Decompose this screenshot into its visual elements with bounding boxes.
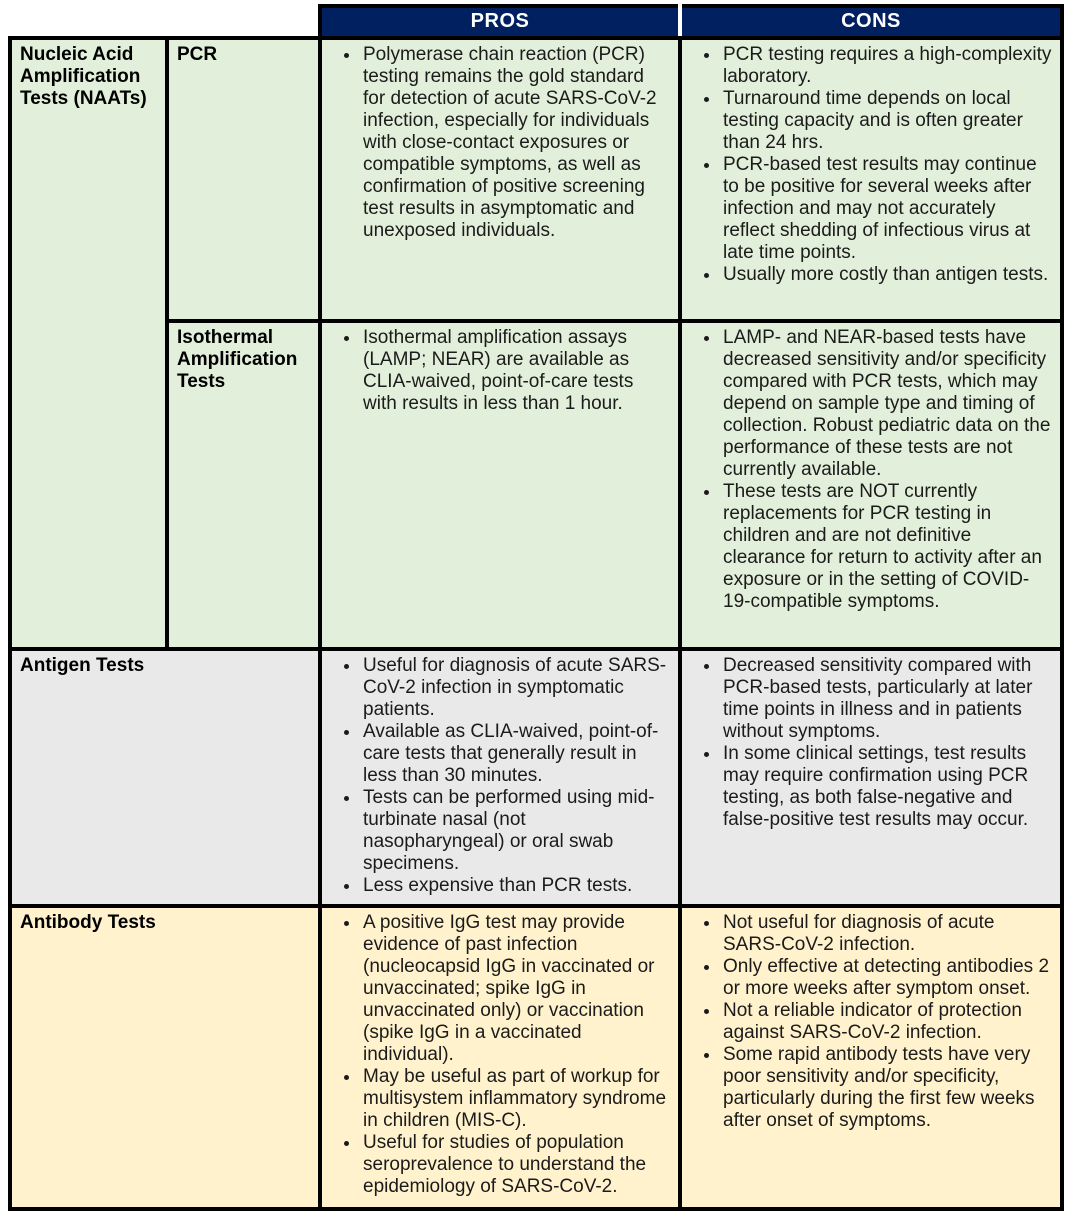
table-row (10, 321, 1062, 649)
pros-list (330, 327, 670, 415)
cons-list (690, 327, 1052, 613)
bullet-item: • PCR-based test results may continue to be positive for several weeks after infection and may not accurately reflect shedding of infectious virus at late time points. (721, 154, 1052, 264)
covid-test-comparison-table (8, 4, 1064, 1211)
pros-cell-isothermal (320, 321, 680, 649)
bullet-item: • LAMP- and NEAR-based tests have decreased sensitivity and/or specificity compared with PCR tests, which may depend on sample type and timing of collection. Robust pediatric data on the performance of these tests are not currently available. (721, 327, 1052, 481)
pros-cell-antigen (320, 649, 680, 906)
bullet-item: • Decreased sensitivity compared with PCR-based tests, particularly at later time points in illness and in patients without symptoms. (721, 655, 1052, 743)
bullet-item: • These tests are NOT currently replacements for PCR testing in children and are not definitive clearance for return to activity after an exposure or in the setting of COVID-19-compatible symptoms. (721, 481, 1052, 613)
bullet-item: • Some rapid antibody tests have very poor sensitivity and/or specificity, particularly during the first few weeks after onset of symptoms. (721, 1044, 1052, 1132)
pros-cell-pcr (320, 38, 680, 321)
category-cell-antigen: Antigen Tests (10, 649, 320, 906)
bullet-item: • Not a reliable indicator of protection against SARS-CoV-2 infection. (721, 1000, 1052, 1044)
cons-cell-antigen (680, 649, 1062, 906)
subcategory-cell-isothermal: Isothermal Amplification Tests (167, 321, 320, 649)
cons-list (690, 912, 1052, 1132)
category-cell-naats: Nucleic Acid Amplification Tests (NAATs) (10, 38, 167, 649)
pros-list (330, 912, 670, 1198)
cons-cell-pcr (680, 38, 1062, 321)
cons-column-header: CONS (680, 6, 1062, 38)
bullet-item: • Isothermal amplification assays (LAMP; NEAR) are available as CLIA-waived, point-of-care tests with results in less than 1 hour. (361, 327, 670, 415)
bullet-item: • Turnaround time depends on local testing capacity and is often greater than 24 hrs. (721, 88, 1052, 154)
pros-cell-antibody (320, 906, 680, 1209)
cons-cell-isothermal (680, 321, 1062, 649)
bullet-item: • Not useful for diagnosis of acute SARS-CoV-2 infection. (721, 912, 1052, 956)
subcategory-cell-pcr: PCR (167, 38, 320, 321)
bullet-item: • A positive IgG test may provide evidence of past infection (nucleocapsid IgG in vaccinated or unvaccinated; spike IgG in unvaccinated only) or vaccination (spike IgG in a vaccinated individual). (361, 912, 670, 1066)
cons-list (690, 44, 1052, 286)
table-row (10, 906, 1062, 1209)
cons-list (690, 655, 1052, 831)
header-row (10, 6, 1062, 38)
bullet-item: • In some clinical settings, test results may require confirmation using PCR testing, as both false-negative and false-positive test results may occur. (721, 743, 1052, 831)
bullet-item: • Available as CLIA-waived, point-of-care tests that generally result in less than 30 minutes. (361, 721, 670, 787)
bullet-item: • Polymerase chain reaction (PCR) testing remains the gold standard for detection of acute SARS-CoV-2 infection, especially for individuals with close-contact exposures or compatible symptoms, as well as confirmation of positive screening test results in asymptomatic and unexposed individuals. (361, 44, 670, 242)
category-cell-antibody: Antibody Tests (10, 906, 320, 1209)
bullet-item: • Less expensive than PCR tests. (361, 875, 670, 897)
pros-column-header: PROS (320, 6, 680, 38)
bullet-item: • Usually more costly than antigen tests. (721, 264, 1052, 286)
table-row (10, 649, 1062, 906)
cons-cell-antibody (680, 906, 1062, 1209)
bullet-item: • PCR testing requires a high-complexity laboratory. (721, 44, 1052, 88)
pros-list (330, 655, 670, 897)
bullet-item: • May be useful as part of workup for multisystem inflammatory syndrome in children (MIS-C). (361, 1066, 670, 1132)
bullet-item: • Useful for diagnosis of acute SARS-CoV-2 infection in symptomatic patients. (361, 655, 670, 721)
bullet-item: • Only effective at detecting antibodies 2 or more weeks after symptom onset. (721, 956, 1052, 1000)
header-blank-cell (10, 6, 320, 38)
bullet-item: • Tests can be performed using mid-turbinate nasal (not nasopharyngeal) or oral swab specimens. (361, 787, 670, 875)
table-row (10, 38, 1062, 321)
bullet-item: • Useful for studies of population seroprevalence to understand the epidemiology of SARS-CoV-2. (361, 1132, 670, 1198)
pros-list (330, 44, 670, 242)
